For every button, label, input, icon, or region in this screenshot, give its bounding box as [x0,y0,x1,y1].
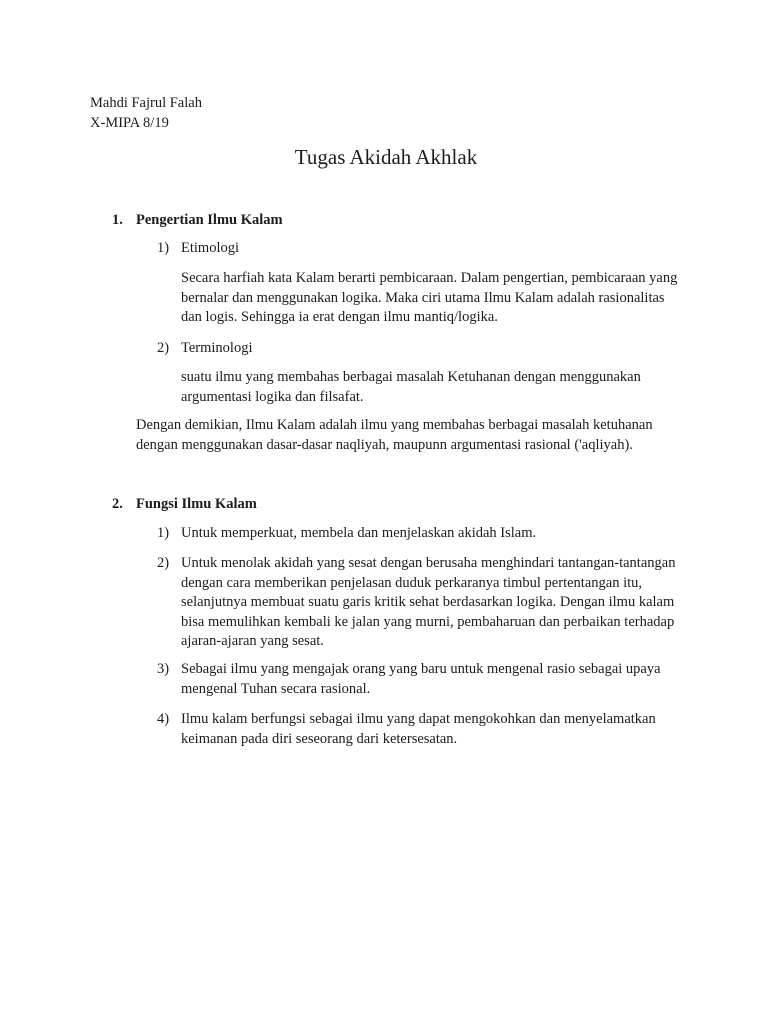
section-2-item-1 [157,524,687,544]
section-1-number: 1. [112,212,123,228]
section-2-item-2 [157,554,687,652]
item-text: Ilmu kalam berfungsi sebagai ilmu yang dapat mengokohkan dan menyelamatkan keimanan pada diri seseorang dari ketersesatan. [181,711,656,747]
item-text: Untuk menolak akidah yang sesat dengan berusaha menghindari tantangan-tantangan dengan cara memberikan penjelasan duduk perkaranya timbul pertentangan itu, selanjutnya membuat suatu garis kritik sehat berdasarkan logika. Dengan ilmu kalam bisa memulihkan kembali ke jalan yang murni, pembaharuan dan perbaikan terhadap ajaran-ajaran yang sesat. [181,555,676,649]
item-number: 2) [157,555,170,571]
item-number: 4) [157,711,170,727]
item-label: Etimologi [181,240,239,256]
section-2-title: Fungsi Ilmu Kalam [136,496,257,512]
item-number: 1) [157,525,170,541]
author-name: Mahdi Fajrul Falah [90,95,202,111]
item-label: Terminologi [181,340,253,356]
item-text: Untuk memperkuat, membela dan menjelaskan akidah Islam. [181,525,537,541]
section-2-heading [112,494,257,514]
section-1-heading [112,210,283,230]
section-1-item-2-body: suatu ilmu yang membahas berbagai masalah Ketuhanan dengan menggunakan argumentasi logika dan filsafat. [181,369,641,405]
document-title: Tugas Akidah Akhlak [294,145,478,169]
item-number: 3) [157,661,170,677]
section-2-item-4 [157,710,687,749]
section-1-item-2 [157,339,687,359]
section-1-item-1-body: Secara harfiah kata Kalam berarti pembicaraan. Dalam pengertian, pembicaraan yang bernalar dan menggunakan logika. Maka ciri utama Ilmu Kalam adalah rasionalitas dan logis. Sehingga ia erat dengan ilmu mantiq/logika. [181,270,678,325]
item-number: 2) [157,340,170,356]
author-class: X-MIPA 8/19 [90,115,169,131]
section-2-number: 2. [112,496,123,512]
author-block [90,93,202,133]
item-number: 1) [157,240,170,256]
section-2-item-3 [157,660,687,699]
item-text: Sebagai ilmu yang mengajak orang yang baru untuk mengenal rasio sebagai upaya mengenal Tuhan secara rasional. [181,661,661,697]
section-1-title: Pengertian Ilmu Kalam [136,212,283,228]
section-1-conclusion: Dengan demikian, Ilmu Kalam adalah ilmu yang membahas berbagai masalah ketuhanan dengan menggunakan dasar-dasar naqliyah, maupunn argumentasi rasional ('aqliyah). [136,417,653,453]
section-1-item-1 [157,239,687,259]
